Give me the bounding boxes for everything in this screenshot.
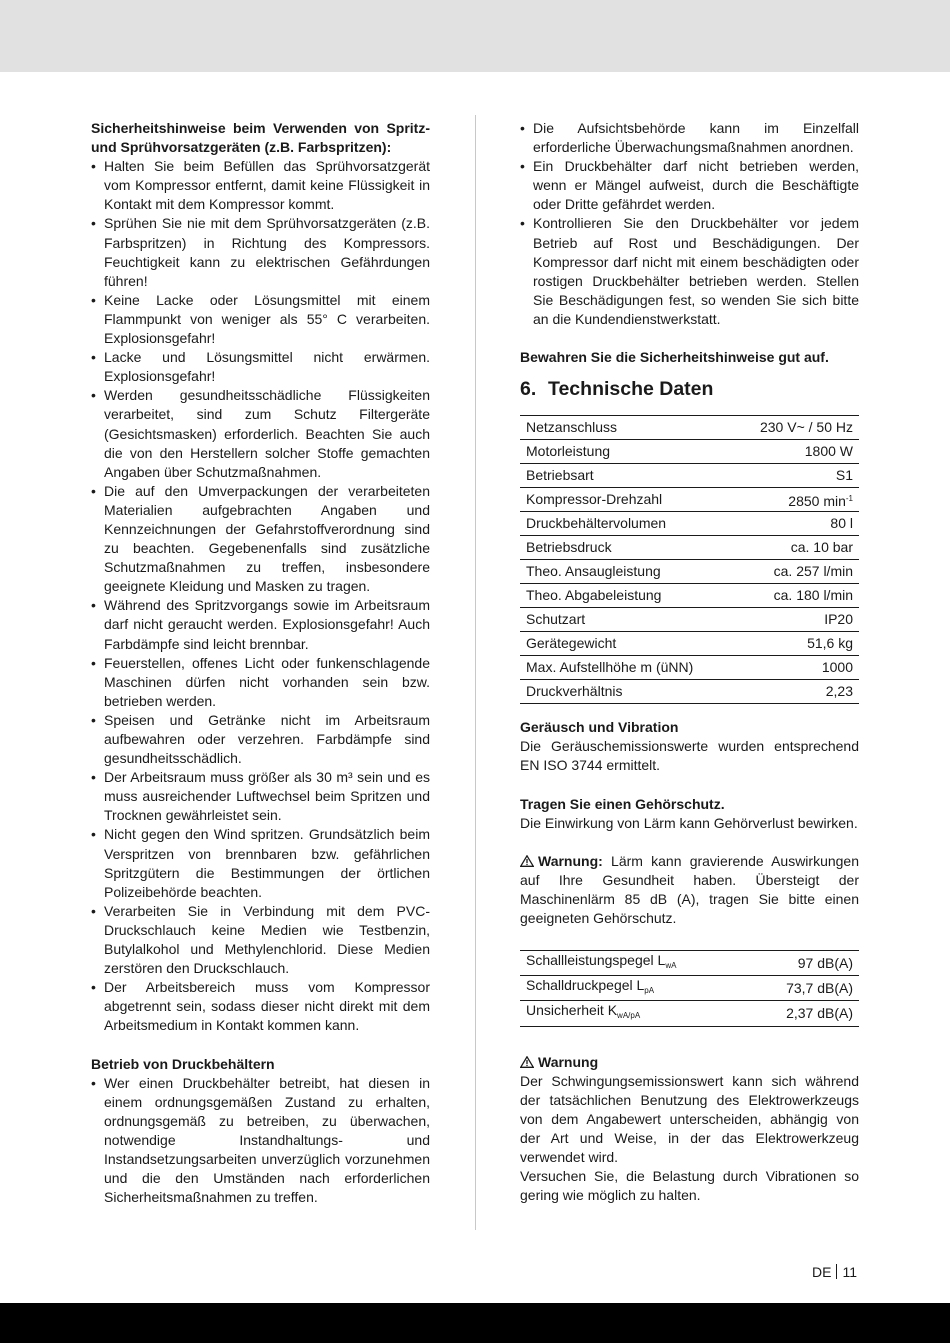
spec-table xyxy=(520,415,859,704)
right-column xyxy=(520,119,859,1205)
list-item: • Verarbeiten Sie in Verbindung mit dem PVC-Druckschlauch keine Medien wie Testbenzin, Butylalkohol und Methylenchlorid. Diese Medien zerstören den Druckschlauch. xyxy=(91,902,430,978)
page-number-value: 11 xyxy=(842,1264,857,1280)
vessel-list xyxy=(91,1074,430,1208)
list-item: • Werden gesundheitsschädliche Flüssigkeiten verarbeitet, sind zum Schutz Filtergeräte (Gesichtsmasken) erforderlich. Beachten Sie auch die von den Herstellern solcher Stoffe gemachten Angaben über Schutzmaßnahmen. xyxy=(91,386,430,481)
warning-triangle-icon xyxy=(520,1056,534,1068)
warning-vibration-text-2: Versuchen Sie, die Belastung durch Vibrationen so gering wie möglich zu halten. xyxy=(520,1168,859,1204)
sound-label: Schallleistungspegel L xyxy=(526,952,666,969)
spec-label: Druckverhältnis xyxy=(520,680,734,704)
list-item: • Ein Druckbehälter darf nicht betrieben werden, wenn er Mängel aufweist, durch die Beschäftigte oder Dritte gefährdet werden. xyxy=(520,157,859,214)
spec-value: ca. 10 bar xyxy=(734,536,859,560)
sound-label-cell xyxy=(520,976,748,1001)
list-item: • Kontrollieren Sie den Druckbehälter vor jedem Betrieb auf Rost und Beschädigungen. Der Kompressor darf nicht mit einem beschädigten oder rostigen Druckbehälter betrieben werden. Stellen Sie Beschädigungen fest, so wenden Sie sich bitte an die Kundendienstwerkstatt. xyxy=(520,214,859,329)
section-number: 6. xyxy=(520,378,537,401)
sound-value: 97 dB(A) xyxy=(748,951,859,976)
spec-value: 230 V~ / 50 Hz xyxy=(734,416,859,440)
spec-label: Druckbehältervolumen xyxy=(520,512,734,536)
table-row xyxy=(520,608,859,632)
warning-vibration-text: Der Schwingungsemissionswert kann sich während der tatsächlichen Benutzung des Elektrowerkzeugs von dem Angabewert unterscheiden, abhängig von der Art und Weise, in der das Elektrowerkzeug verwendet wird. xyxy=(520,1072,859,1165)
vessel-list-continued xyxy=(520,119,859,329)
spec-label: Kompressor-Drehzahl xyxy=(520,488,734,512)
header-band xyxy=(0,0,950,72)
spec-value: IP20 xyxy=(734,608,859,632)
sound-label: Unsicherheit K xyxy=(526,1002,618,1019)
warning-label: Warnung: xyxy=(538,852,603,869)
spec-label: Betriebsart xyxy=(520,464,734,488)
section-title xyxy=(520,367,859,415)
warning-label: Warnung xyxy=(538,1053,599,1070)
spec-value: S1 xyxy=(734,464,859,488)
spec-value: 2850 min xyxy=(788,492,846,509)
spec-value: ca. 180 l/min xyxy=(734,584,859,608)
warning-vibration-heading xyxy=(520,1053,859,1072)
table-row xyxy=(520,656,859,680)
spec-label: Motorleistung xyxy=(520,440,734,464)
footer-band xyxy=(0,1303,950,1343)
list-item: • Die Aufsichtsbehörde kann im Einzelfall erforderliche Überwachungsmaßnahmen anordnen. xyxy=(520,119,859,157)
footer-separator xyxy=(836,1264,837,1279)
table-row xyxy=(520,440,859,464)
ear-protection-text: Die Einwirkung von Lärm kann Gehörverlust bewirken. xyxy=(520,814,858,831)
table-row xyxy=(520,976,859,1001)
table-row xyxy=(520,464,859,488)
language-code: DE xyxy=(812,1264,832,1280)
spec-value: ca. 257 l/min xyxy=(734,560,859,584)
list-item: • Wer einen Druckbehälter betreibt, hat diesen in einem ordnungsgemäßen Zustand zu erhalten, ordnungsgemäß zu betreiben, zu überwachen, notwendige Instandhaltungs- und Instandsetzungsarbeiten unverzüglich vorzunehmen und die den Umständen nach erforderlichen Sicherheitsmaßnahmen zu treffen. xyxy=(91,1074,430,1208)
vessel-heading: Betrieb von Druckbehältern xyxy=(91,1055,275,1072)
spec-value: 80 l xyxy=(734,512,859,536)
table-row xyxy=(520,560,859,584)
list-item: • Nicht gegen den Wind spritzen. Grundsätzlich beim Verspritzen von brennbaren bzw. gefährlichen Spritzgütern die Bestimmungen der örtlichen Polizeibehörde beachten. xyxy=(91,825,430,901)
sound-label-cell xyxy=(520,951,748,976)
spec-label: Max. Aufstellhöhe m (üNN) xyxy=(520,656,734,680)
spec-label: Theo. Abgabeleistung xyxy=(520,584,734,608)
spec-label: Netzanschluss xyxy=(520,416,734,440)
page-number xyxy=(812,1264,857,1280)
sound-table xyxy=(520,950,859,1026)
list-item: • Feuerstellen, offenes Licht oder funkenschlagende Maschinen dürfen nicht vorhanden sein bzw. betrieben werden. xyxy=(91,654,430,711)
keep-notice: Bewahren Sie die Sicherheitshinweise gut auf. xyxy=(520,349,829,366)
table-row xyxy=(520,1001,859,1026)
table-row xyxy=(520,632,859,656)
table-row xyxy=(520,416,859,440)
sound-value: 2,37 dB(A) xyxy=(748,1001,859,1026)
table-row xyxy=(520,536,859,560)
spec-value: 51,6 kg xyxy=(734,632,859,656)
table-row xyxy=(520,680,859,704)
sound-label-cell xyxy=(520,1001,748,1026)
list-item: • Während des Spritzvorgangs sowie im Arbeitsraum darf nicht geraucht werden. Explosionsgefahr! Auch Farbdämpfe sind leicht brennbar. xyxy=(91,596,430,653)
spec-label: Betriebsdruck xyxy=(520,536,734,560)
sound-value: 73,7 dB(A) xyxy=(748,976,859,1001)
table-row xyxy=(520,512,859,536)
spec-value: 2,23 xyxy=(734,680,859,704)
warning-noise xyxy=(520,852,859,928)
table-row xyxy=(520,488,859,512)
ear-protection-heading: Tragen Sie einen Gehörschutz. xyxy=(520,795,725,812)
list-item: • Keine Lacke oder Lösungsmittel mit einem Flammpunkt von weniger als 55° C verarbeiten. Explosionsgefahr! xyxy=(91,291,430,348)
list-item: • Der Arbeitsraum muss größer als 30 m³ sein und es muss ausreichender Luftwechsel beim Spritzen und Trocknen gewährleistet sein. xyxy=(91,768,430,825)
list-item: • Lacke und Lösungsmittel nicht erwärmen. Explosionsgefahr! xyxy=(91,348,430,386)
noise-heading: Geräusch und Vibration xyxy=(520,719,679,736)
section-title-text: Technische Daten xyxy=(548,378,714,401)
table-row xyxy=(520,584,859,608)
sound-label-subscript: wA/pA xyxy=(617,1011,641,1021)
warning-text: Lärm kann gravierende Auswirkungen auf Ihre Gesundheit haben. Übersteigt der Maschinenlärm 85 dB (A), tragen Sie bitte einen geeigneten Gehörschutz. xyxy=(520,852,860,927)
spec-label: Schutzart xyxy=(520,608,734,632)
spec-value: 1000 xyxy=(734,656,859,680)
noise-text: Die Geräuschemissionswerte wurden entsprechend EN ISO 3744 ermittelt. xyxy=(520,738,859,774)
sound-label-subscript: wA xyxy=(665,961,677,971)
spec-value-superscript: -1 xyxy=(845,493,853,503)
spec-label: Gerätegewicht xyxy=(520,632,734,656)
safety-heading: Sicherheitshinweise beim Verwenden von Spritz- und Sprühvorsatzgeräten (z.B. Farbspritzen): xyxy=(91,120,430,156)
list-item: • Sprühen Sie nie mit dem Sprühvorsatzgeräten (z.B. Farbspritzen) in Richtung des Kompressors. Feuchtigkeit kann zu elektrischen Gefährdungen führen! xyxy=(91,214,430,290)
spec-value: 1800 W xyxy=(734,440,859,464)
table-row xyxy=(520,951,859,976)
sound-label-subscript: pA xyxy=(644,986,655,996)
list-item: • Halten Sie beim Befüllen das Sprühvorsatzgerät vom Kompressor entfernt, damit keine Flüssigkeit in Kontakt mit dem Kompressor kommt. xyxy=(91,157,430,214)
spec-label: Theo. Ansaugleistung xyxy=(520,560,734,584)
warning-triangle-icon xyxy=(520,855,534,867)
list-item: • Die auf den Umverpackungen der verarbeiteten Materialien aufgebrachten Angaben und Kennzeichnungen der Gefahrstoffverordnung sind zu beachten. Gegebenenfalls sind zusätzliche Schutzmaßnahmen zu treffen, insbesondere geeignete Kleidung und Masken zu tragen. xyxy=(91,482,430,597)
column-divider xyxy=(475,115,476,1230)
safety-list xyxy=(91,157,430,1035)
sound-label: Schalldruckpegel L xyxy=(526,977,645,994)
spec-value-cell xyxy=(734,488,859,512)
list-item: • Der Arbeitsbereich muss vom Kompressor abgetrennt sein, sodass dieser nicht direkt mit dem Arbeitsmedium in Kontakt kommen kann. xyxy=(91,978,430,1035)
list-item: • Speisen und Getränke nicht im Arbeitsraum aufbewahren oder verzehren. Farbdämpfe sind gesundheitsschädlich. xyxy=(91,711,430,768)
left-column xyxy=(91,119,430,1207)
